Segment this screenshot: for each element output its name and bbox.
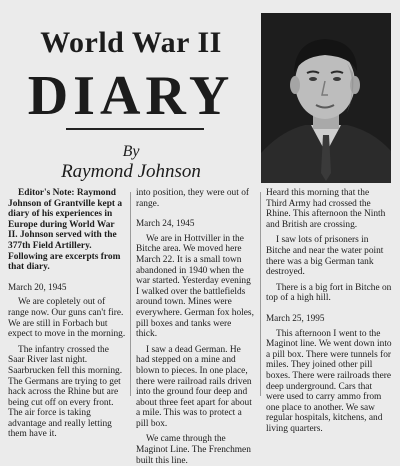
article-column-1 xyxy=(8,188,126,440)
headline-main-title: DIARY xyxy=(27,65,235,127)
article-column-2 xyxy=(136,188,254,466)
column-divider xyxy=(130,192,131,396)
article-column-3 xyxy=(266,188,392,434)
diary-date: March 24, 1945 xyxy=(136,218,195,229)
column-divider xyxy=(260,192,261,396)
paragraph: I saw a dead German. He had stepped on a mine and blown to pieces. In one place, there were railroad rails driven into the ground four deep and about three feet apart for about a mile. This was to protect a pill box. xyxy=(136,344,252,429)
paragraph: We are in Hottviller in the Bitche area. We moved here March 22. It is a small town abandoned in 1940 when the war started. Yesterday evening I walked over the battlefields around town. Mines were everywhere. German fox holes, pill boxes and tanks were thick. xyxy=(136,233,254,340)
paragraph: We are copletely out of range now. Our guns can't fire. We are still in Forbach but expect to move in the morning. xyxy=(8,297,126,340)
paragraph: This afternoon I went to the Maginot line. We went down into a pill box. There were tunnels for miles. They joined other pill boxes. There were railroads there deep underground. Cars that were used to carry ammo from one place to another. We saw regular hospitals, kitchens, and living quarters. xyxy=(266,328,392,434)
paragraph: Heard this morning that the Third Army had crossed the Rhine. This afternoon the Ninth and British are crossing. xyxy=(266,188,386,230)
paragraph: I saw lots of prisoners in Bitche and near the water point there was a big German tank destroyed. xyxy=(266,235,384,278)
diary-date: March 25, 1995 xyxy=(266,312,325,323)
editor-note: Editor's Note: Raymond Johnson of Grantville kept a diary of his experiences in Europe during World War II. Johnson served with the 377th Field Artillery. Following are excerpts from that diary. xyxy=(8,188,123,273)
paragraph: The infantry crossed the Saar River last night. Saarbrucken fell this morning. The Germans are trying to get hack across the Rhine but are being cut off on every front. The air force is taking advantage and really letting them have it. xyxy=(8,344,123,440)
diary-date: March 20, 1945 xyxy=(8,281,67,292)
paragraph: into position, they were out of range. xyxy=(136,188,250,209)
byline-author: Raymond Johnson xyxy=(61,161,201,182)
portrait-photo-icon xyxy=(261,13,391,183)
headline-top-line: World War II xyxy=(40,26,222,59)
paragraph: We came through the Maginot Line. The Frenchmen built this line. xyxy=(136,434,251,466)
paragraph: There is a big fort in Bitche on top of a high hill. xyxy=(266,282,392,304)
byline-prefix: By xyxy=(122,143,140,160)
headline-block xyxy=(8,10,254,180)
headline-rule xyxy=(66,128,204,130)
author-portrait-photo xyxy=(261,13,391,183)
